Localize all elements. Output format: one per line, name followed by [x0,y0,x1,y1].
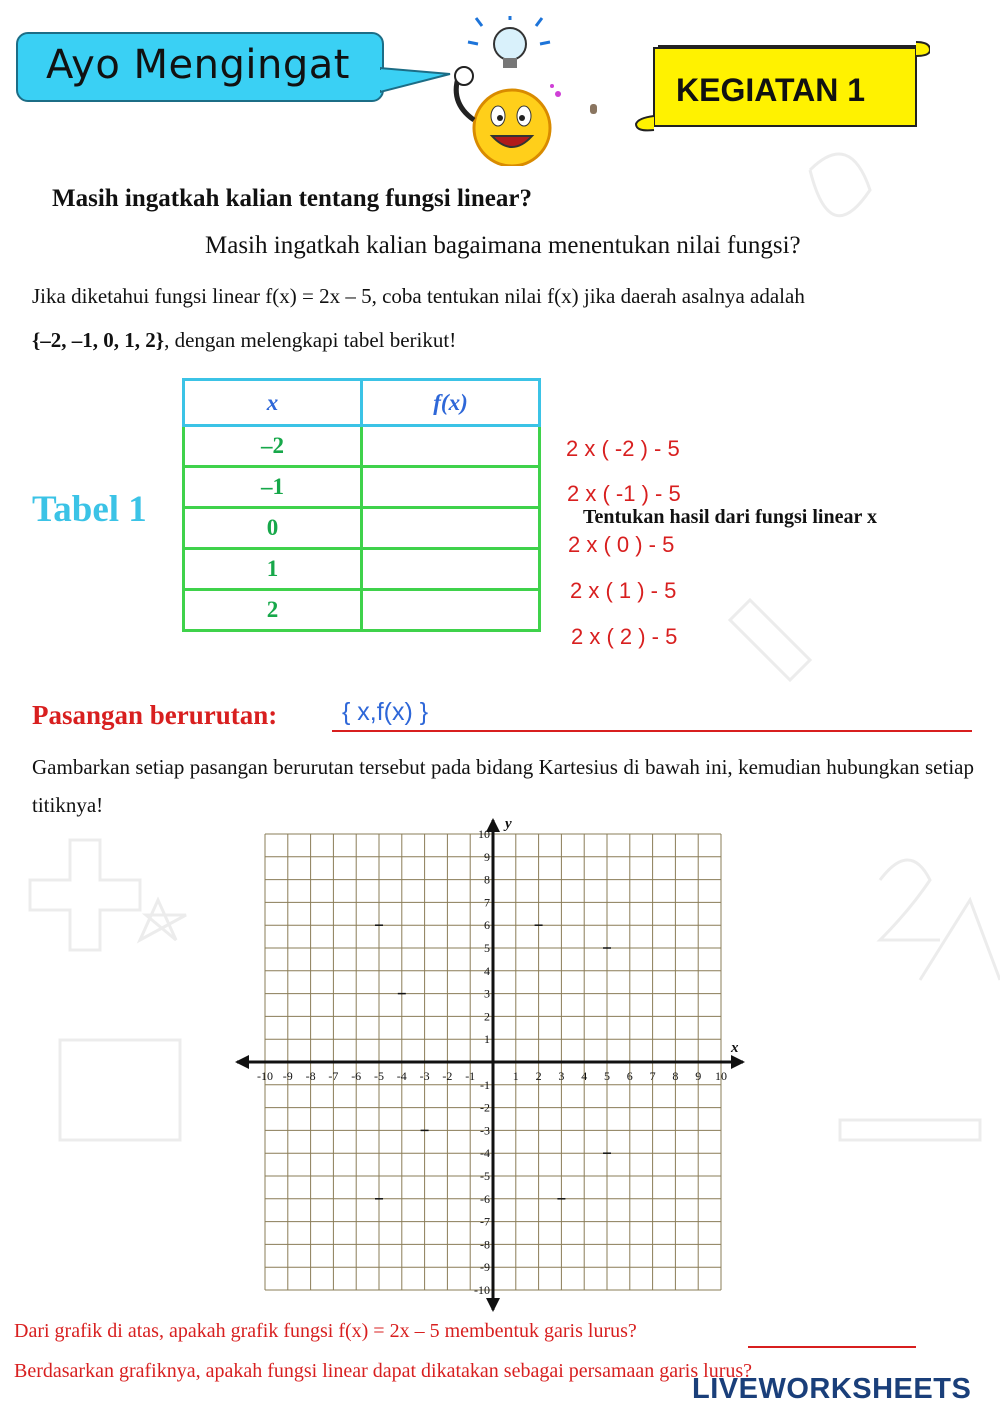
hint-text: 2 x ( 1 ) - 5 [570,578,677,603]
y-tick-label: 2 [484,1009,490,1024]
header-title: Ayo Mengingat [46,42,350,88]
table-cell-x: 0 [184,508,362,549]
x-tick-label: -10 [257,1069,273,1083]
x-tick-label: 10 [715,1069,727,1083]
activity-title: KEGIATAN 1 [676,72,866,108]
y-tick-label: -3 [480,1123,490,1138]
y-tick-label: 8 [484,872,490,887]
domain-statement [32,328,456,353]
x-axis-arrow-left [235,1055,249,1069]
x-axis-label: x [731,1040,739,1056]
y-tick-label: 5 [484,941,490,955]
x-tick-label: -9 [282,1069,293,1083]
x-tick-label: -5 [374,1069,384,1083]
y-tick-label: -5 [480,1169,490,1183]
hint-text: 2 x ( 0 ) - 5 [568,532,675,557]
fx-answer-input[interactable] [362,549,540,590]
function-table [182,378,541,632]
x-tick-label: -7 [328,1069,339,1083]
ordered-pairs-line [332,730,972,732]
x-tick-label: -6 [351,1069,362,1083]
y-tick-label: -7 [480,1214,490,1229]
x-tick-label: 9 [695,1069,702,1083]
y-tick-label: -10 [474,1283,490,1297]
y-tick-label: -8 [480,1237,490,1252]
x-tick-label: 3 [558,1069,565,1083]
table-row [184,549,540,590]
table-row [184,508,540,549]
y-axis-label: y [505,816,512,832]
table-row [184,467,540,508]
y-tick-label: 6 [484,918,490,933]
decorative-dot [590,104,597,114]
x-tick-label: -1 [465,1069,476,1083]
cartesian-grid[interactable] [230,812,750,1317]
x-tick-label: 1 [512,1069,519,1083]
x-tick-label: 7 [649,1069,656,1083]
y-tick-label: 9 [484,849,490,864]
table-header-fx: f(x) [362,380,540,426]
table-cell-x: –2 [184,426,362,467]
table-cell-x: 2 [184,590,362,631]
x-tick-label: -3 [419,1069,430,1083]
x-tick-label: 5 [604,1069,610,1083]
y-tick-label: 10 [478,827,490,841]
table-header-x: x [184,380,362,426]
domain-instruction: , dengan melengkapi tabel berikut! [164,328,457,352]
table-row [184,590,540,631]
fx-answer-input[interactable] [362,467,540,508]
table-instruction: Tentukan hasil dari fungsi linear x [583,506,877,528]
x-tick-label: 8 [672,1069,679,1083]
answer-line[interactable] [748,1346,916,1348]
y-tick-label: 1 [484,1032,490,1047]
y-tick-label: 4 [484,963,490,978]
x-tick-label: 2 [535,1069,542,1083]
x-tick-label: -8 [305,1069,316,1083]
fx-answer-input[interactable] [362,426,540,467]
brand-logo: LIVEWORKSHEETS [692,1373,972,1405]
ordered-pairs-input[interactable]: { x,f(x) } [342,698,429,726]
plot-instruction: Gambarkan setiap pasangan berurutan tersebut pada bidang Kartesius di bawah ini, kemudian hubungkan setiap titiknya! [32,755,974,817]
y-tick-label: 7 [484,895,490,910]
problem-statement: Jika diketahui fungsi linear f(x) = 2x – 5, coba tentukan nilai f(x) jika daerah asalnya adalah [32,284,805,308]
question-function-value: Masih ingatkah kalian bagaimana menentukan nilai fungsi? [205,232,801,259]
y-axis-arrow-down [486,1298,500,1312]
table-label: Tabel 1 [32,489,147,530]
question-line-equation: Berdasarkan grafiknya, apakah fungsi linear dapat dikatakan sebagai persamaan garis lurus? [14,1360,753,1382]
ordered-pairs-label: Pasangan berurutan: [32,700,278,730]
x-tick-label: 4 [581,1069,588,1083]
y-tick-label: -9 [480,1260,490,1275]
hint-text: 2 x ( 2 ) - 5 [571,624,678,649]
y-tick-label: -6 [480,1191,490,1206]
y-tick-label: -2 [480,1100,490,1115]
question-straight-line: Dari grafik di atas, apakah grafik fungsi f(x) = 2x – 5 membentuk garis lurus? [14,1320,637,1342]
x-axis-arrow-right [731,1055,745,1069]
table-cell-x: 1 [184,549,362,590]
fx-answer-input[interactable] [362,590,540,631]
x-tick-label: 6 [626,1069,633,1083]
x-tick-label: -2 [442,1069,453,1083]
y-tick-label: -4 [480,1146,490,1161]
hint-text: 2 x ( -2 ) - 5 [566,436,680,461]
question-linear-function: Masih ingatkah kalian tentang fungsi linear? [52,185,532,212]
y-tick-label: 3 [484,986,490,1001]
smiley-lightbulb-icon [440,16,570,166]
y-tick-label: -1 [480,1077,490,1092]
domain-set: {–2, –1, 0, 1, 2} [32,328,165,352]
x-tick-label: -4 [396,1069,407,1083]
table-cell-x: –1 [184,467,362,508]
table-row [184,426,540,467]
fx-answer-input[interactable] [362,508,540,549]
hint-text: 2 x ( -1 ) - 5 [567,481,681,506]
